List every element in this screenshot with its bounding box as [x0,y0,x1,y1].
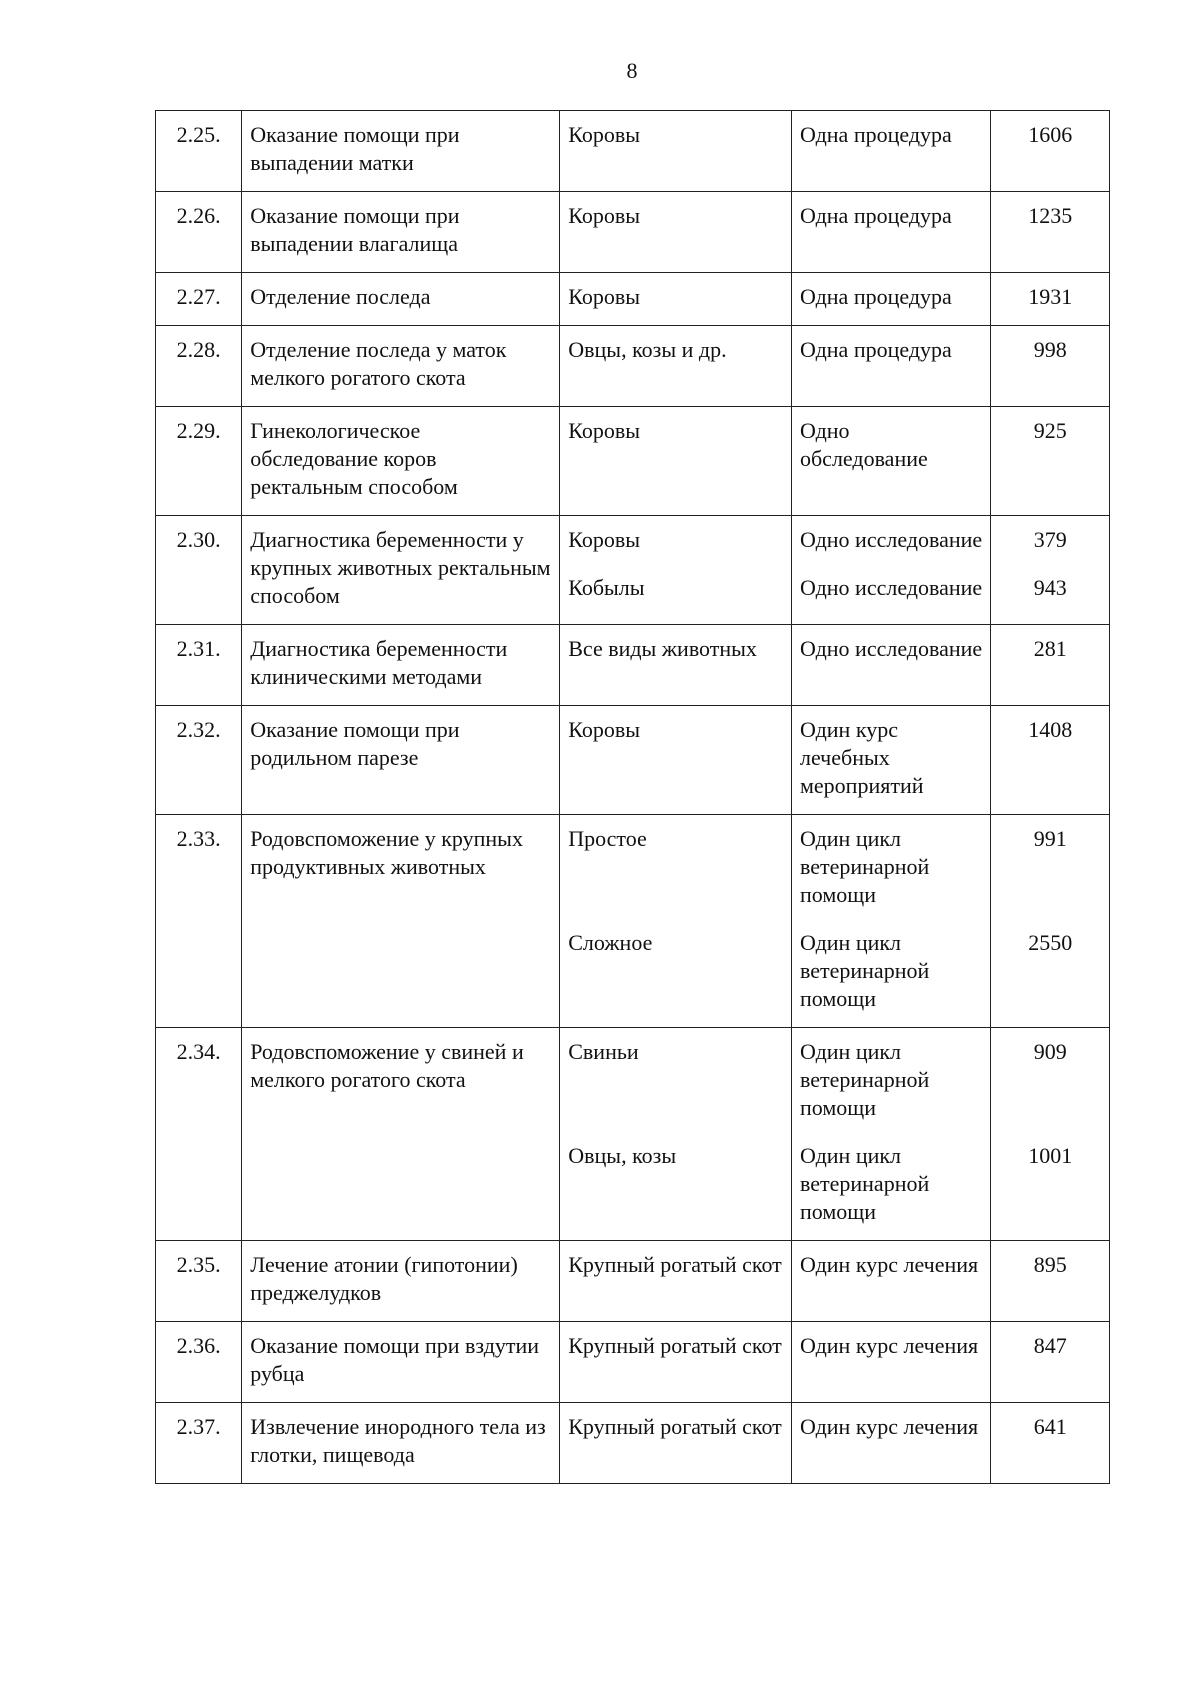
price-value: 1931 [1028,284,1073,309]
service-name-cell: Отделение последа у маток мелкого рогатого скота [242,326,560,407]
unit-of-service: Один курс лечения [799,1333,979,1358]
animal-type-cell [560,407,792,516]
table-row [156,326,1110,407]
animal-type: Коровы [568,418,640,443]
price-value: 1606 [1028,122,1073,147]
unit-of-service: Один цикл ветеринарной помощи [799,1039,930,1120]
animal-type-cell [560,1322,792,1403]
animal-type-cell [560,111,792,192]
price-cell [991,815,1110,1028]
row-number-cell: 2.29. [156,407,242,516]
unit-of-service: Один цикл ветеринарной помощи [799,826,930,907]
price-cell [991,1322,1110,1403]
service-name-cell: Отделение последа [242,273,560,326]
table-row [156,706,1110,815]
unit-cell [791,1322,990,1403]
service-name-cell: Оказание помощи при выпадении матки [242,111,560,192]
price-cell [991,273,1110,326]
unit-of-service: Один курс лечения [799,1414,979,1439]
price-value: 1235 [1028,203,1073,228]
unit-of-service: Одна процедура [799,122,952,147]
table-row [156,111,1110,192]
price-value: 379 [1033,527,1067,552]
service-name-cell: Оказание помощи при родильном парезе [242,706,560,815]
row-number-cell: 2.37. [156,1403,242,1484]
animal-type-cell [560,1241,792,1322]
animal-type-cell [560,706,792,815]
animal-type-cell [560,326,792,407]
price-cell [991,192,1110,273]
unit-cell [791,1028,990,1241]
service-name-cell: Диагностика беременности клиническими методами [242,625,560,706]
unit-cell [791,1403,990,1484]
unit-cell [791,192,990,273]
price-value: 998 [1033,337,1067,362]
animal-type: Коровы [568,717,640,742]
table-row [156,625,1110,706]
service-name-cell: Оказание помощи при выпадении влагалища [242,192,560,273]
unit-cell [791,111,990,192]
service-name-cell: Оказание помощи при вздутии рубца [242,1322,560,1403]
unit-of-service: Одно обследование [799,418,928,471]
table-row [156,273,1110,326]
price-value: 847 [1033,1333,1067,1358]
unit-of-service: Один цикл ветеринарной помощи [799,1143,930,1224]
unit-of-service: Одно исследование [799,575,983,600]
animal-type: Коровы [568,122,640,147]
price-value: 909 [1033,1039,1067,1064]
table-row [156,407,1110,516]
animal-type-cell [560,192,792,273]
price-cell [991,1403,1110,1484]
row-number-cell: 2.33. [156,815,242,1028]
row-number-cell: 2.25. [156,111,242,192]
unit-of-service: Одно исследование [799,527,983,552]
price-cell [991,625,1110,706]
price-value: 925 [1033,418,1067,443]
animal-type: Крупный рогатый скот [568,1252,782,1277]
animal-type-cell [560,625,792,706]
animal-type-cell [560,1403,792,1484]
animal-type-cell [560,1028,792,1241]
unit-of-service: Один курс лечебных мероприятий [799,717,924,798]
table-row [156,815,1110,1028]
animal-type: Кобылы [568,575,645,600]
animal-type: Крупный рогатый скот [568,1333,782,1358]
row-number-cell: 2.26. [156,192,242,273]
animal-type: Коровы [568,527,640,552]
table-row [156,1241,1110,1322]
page-number: 8 [626,58,638,83]
price-cell [991,516,1110,625]
price-cell [991,1241,1110,1322]
unit-cell [791,326,990,407]
price-value: 641 [1033,1414,1067,1439]
unit-cell [791,815,990,1028]
table-row [156,516,1110,625]
animal-type: Все виды животных [568,636,757,661]
animal-type-cell [560,815,792,1028]
price-cell [991,326,1110,407]
service-name-cell: Родовспоможение у свиней и мелкого рогатого скота [242,1028,560,1241]
price-value: 281 [1033,636,1067,661]
row-number-cell: 2.28. [156,326,242,407]
price-value: 943 [1033,575,1067,600]
price-value: 991 [1033,826,1067,851]
row-number-cell: 2.34. [156,1028,242,1241]
unit-of-service: Один курс лечения [799,1252,979,1277]
row-number-cell: 2.32. [156,706,242,815]
unit-of-service: Одна процедура [799,337,952,362]
price-cell [991,1028,1110,1241]
animal-type: Коровы [568,284,640,309]
table-body [156,111,1110,1484]
unit-cell [791,273,990,326]
unit-cell [791,1241,990,1322]
price-cell [991,706,1110,815]
service-name-cell: Родовспоможение у крупных продуктивных животных [242,815,560,1028]
service-name-cell: Извлечение инородного тела из глотки, пищевода [242,1403,560,1484]
animal-type: Овцы, козы и др. [568,337,727,362]
animal-type: Овцы, козы [568,1143,677,1168]
unit-of-service: Одна процедура [799,284,952,309]
price-cell [991,111,1110,192]
row-number-cell: 2.27. [156,273,242,326]
animal-type: Крупный рогатый скот [568,1414,782,1439]
table-row [156,1322,1110,1403]
row-number-cell: 2.31. [156,625,242,706]
service-name-cell: Лечение атонии (гипотонии) преджелудков [242,1241,560,1322]
unit-cell [791,407,990,516]
row-number-cell: 2.30. [156,516,242,625]
table-row [156,192,1110,273]
price-value: 1408 [1028,717,1073,742]
price-value: 1001 [1028,1143,1073,1168]
table-row [156,1403,1110,1484]
service-name-cell: Диагностика беременности у крупных животных ректальным способом [242,516,560,625]
unit-cell [791,516,990,625]
unit-of-service: Один цикл ветеринарной помощи [799,930,930,1011]
table-row [156,1028,1110,1241]
animal-type: Сложное [568,930,653,955]
animal-type-cell [560,273,792,326]
unit-of-service: Одно исследование [799,636,983,661]
price-value: 895 [1033,1252,1067,1277]
unit-cell [791,706,990,815]
animal-type: Простое [568,826,647,851]
price-value: 2550 [1028,930,1073,955]
animal-type-cell [560,516,792,625]
service-name-cell: Гинекологическое обследование коров ректальным способом [242,407,560,516]
row-number-cell: 2.36. [156,1322,242,1403]
price-cell [991,407,1110,516]
animal-type: Коровы [568,203,640,228]
unit-of-service: Одна процедура [799,203,952,228]
row-number-cell: 2.35. [156,1241,242,1322]
services-price-table [155,110,1110,1484]
unit-cell [791,625,990,706]
animal-type: Свиньи [568,1039,639,1064]
